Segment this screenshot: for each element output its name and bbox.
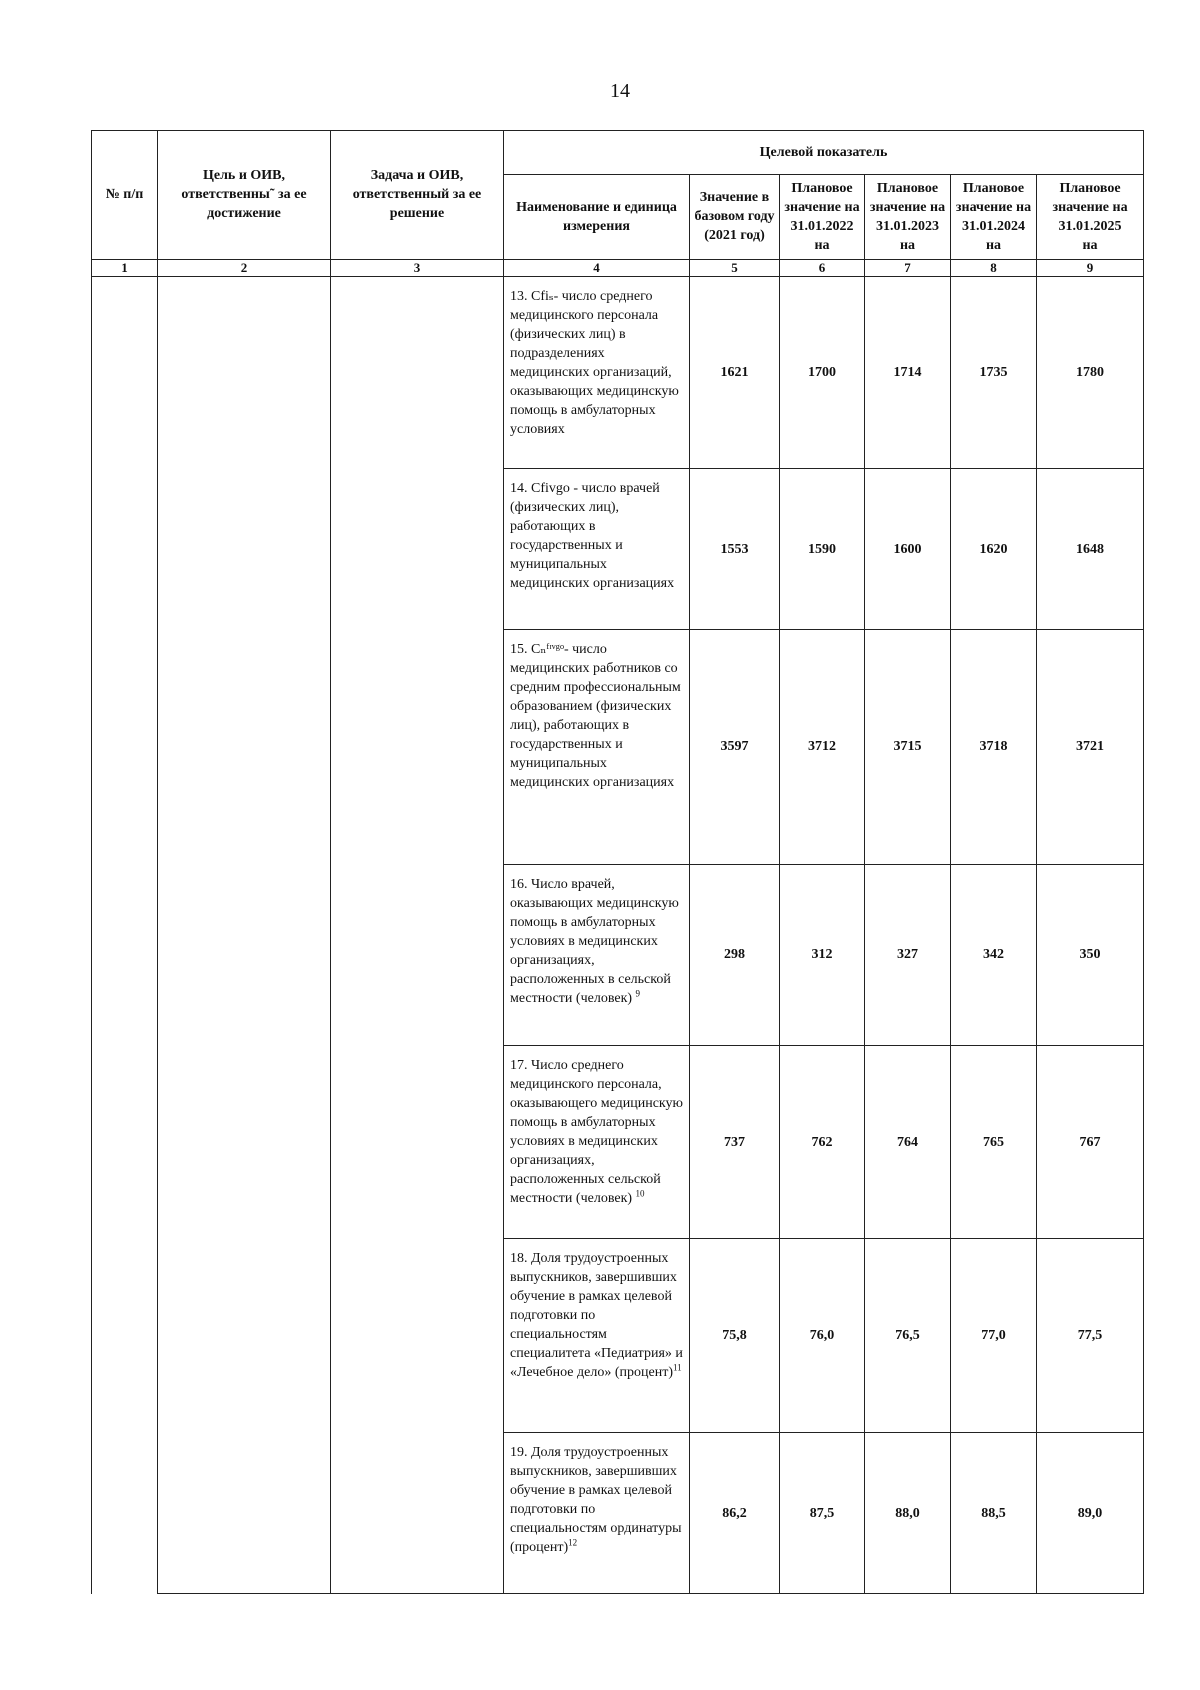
footnote-mark: 11	[672, 1362, 682, 1373]
footnote-mark: 9	[635, 988, 641, 999]
plan-value-2023: 1714	[865, 276, 951, 469]
plan-value-2024: 88,5	[951, 1433, 1037, 1594]
column-number: 1	[92, 259, 158, 276]
plan-value-2025: 1780	[1037, 276, 1144, 469]
plan-value-2024: 765	[951, 1045, 1037, 1239]
indicator-name: 17. Число среднего медицинского персонала, оказывающего медицинскую помощь в амбулаторных условиях в медицинских организациях, расположенных сельской местности (человек) $^{10}$	[504, 1045, 690, 1239]
plan-value-2025: 767	[1037, 1045, 1144, 1239]
column-number: 7	[865, 259, 951, 276]
plan-value-2022: 3712	[780, 630, 865, 865]
base-value: 737	[690, 1045, 780, 1239]
plan-value-2024: 3718	[951, 630, 1037, 865]
plan-value-2024: 77,0	[951, 1239, 1037, 1433]
plan-value-2023: 764	[865, 1045, 951, 1239]
base-value: 1621	[690, 276, 780, 469]
column-number: 3	[331, 259, 504, 276]
indicator-name: 14. Cfivgo - число врачей (физических лиц), работающих в государственных и муниципальных медицинских организациях	[504, 469, 690, 630]
plan-value-2023: 88,0	[865, 1433, 951, 1594]
column-number: 9	[1037, 259, 1144, 276]
indicator-name: 18. Доля трудоустроенных выпускников, завершивших обучение в рамках целевой подготовки по специальностям специалитета «Педиатрия» и «Лечебное дело» (процент)$^{11}$	[504, 1239, 690, 1433]
plan-value-2024: 342	[951, 864, 1037, 1045]
table-row	[92, 276, 1144, 469]
plan-value-2023: 76,5	[865, 1239, 951, 1433]
plan-value-2023: 327	[865, 864, 951, 1045]
plan-value-2025: 89,0	[1037, 1433, 1144, 1594]
footnote-mark: 10	[635, 1188, 645, 1199]
column-number: 8	[951, 259, 1037, 276]
base-value: 1553	[690, 469, 780, 630]
plan-value-2022: 1700	[780, 276, 865, 469]
target-indicators-table	[91, 130, 1144, 1594]
page-number: 14	[610, 80, 630, 102]
base-value: 86,2	[690, 1433, 780, 1594]
header-col-name: Наименование и единица измерения	[504, 175, 690, 259]
plan-value-2024: 1735	[951, 276, 1037, 469]
base-value: 298	[690, 864, 780, 1045]
column-number: 5	[690, 259, 780, 276]
plan-value-2025: 1648	[1037, 469, 1144, 630]
indicator-name: 13. Cfiₛ- число среднего медицинского персонала (физических лиц) в подразделениях медицинских организаций, оказывающих медицинскую помощь в амбулаторных условиях	[504, 276, 690, 469]
column-number: 4	[504, 259, 690, 276]
header-plan-2024: Плановое значение на 31.01.2024 на	[951, 175, 1037, 259]
plan-value-2022: 1590	[780, 469, 865, 630]
column-number: 6	[780, 259, 865, 276]
header-col-goal: Цель и ОИВ, ответственны˜ за ее достижение	[158, 131, 331, 260]
column-numbers-row	[92, 259, 1144, 276]
base-value: 3597	[690, 630, 780, 865]
header-plan-2022: Плановое значение на 31.01.2022 на	[780, 175, 865, 259]
indicator-name: 16. Число врачей, оказывающих медицинскую помощь в амбулаторных условиях в медицинских организациях, расположенных в сельской местности (человек) $^9$	[504, 864, 690, 1045]
header-plan-2023: Плановое значение на 31.01.2023 на	[865, 175, 951, 259]
indicator-name: 19. Доля трудоустроенных выпускников, завершивших обучение в рамках целевой подготовки по специальностям ординатуры (процент)$^{12}$	[504, 1433, 690, 1594]
footnote-mark: 12	[568, 1537, 578, 1548]
task-cell-empty	[331, 276, 504, 1593]
number-cell-empty	[92, 276, 158, 1593]
plan-value-2025: 77,5	[1037, 1239, 1144, 1433]
plan-value-2025: 350	[1037, 864, 1144, 1045]
plan-value-2022: 87,5	[780, 1433, 865, 1594]
header-col-base: Значение в базовом году (2021 год)	[690, 175, 780, 259]
column-number: 2	[158, 259, 331, 276]
plan-value-2023: 3715	[865, 630, 951, 865]
header-group-target-indicator: Целевой показатель	[504, 131, 1144, 175]
plan-value-2025: 3721	[1037, 630, 1144, 865]
header-col-task: Задача и ОИВ, ответственный за ее решение	[331, 131, 504, 260]
plan-value-2022: 312	[780, 864, 865, 1045]
header-plan-2025: Плановое значение на 31.01.2025 на	[1037, 175, 1144, 259]
plan-value-2022: 762	[780, 1045, 865, 1239]
base-value: 75,8	[690, 1239, 780, 1433]
indicator-name: 15. Cₙᶠᶦᵛᵍᵒ- число медицинских работников со средним профессиональным образованием (физических лиц), работающих в государственных и муниципальных медицинских организациях	[504, 630, 690, 865]
plan-value-2022: 76,0	[780, 1239, 865, 1433]
plan-value-2023: 1600	[865, 469, 951, 630]
plan-value-2024: 1620	[951, 469, 1037, 630]
goal-cell-empty	[158, 276, 331, 1593]
header-col-number: № п/п	[92, 131, 158, 260]
